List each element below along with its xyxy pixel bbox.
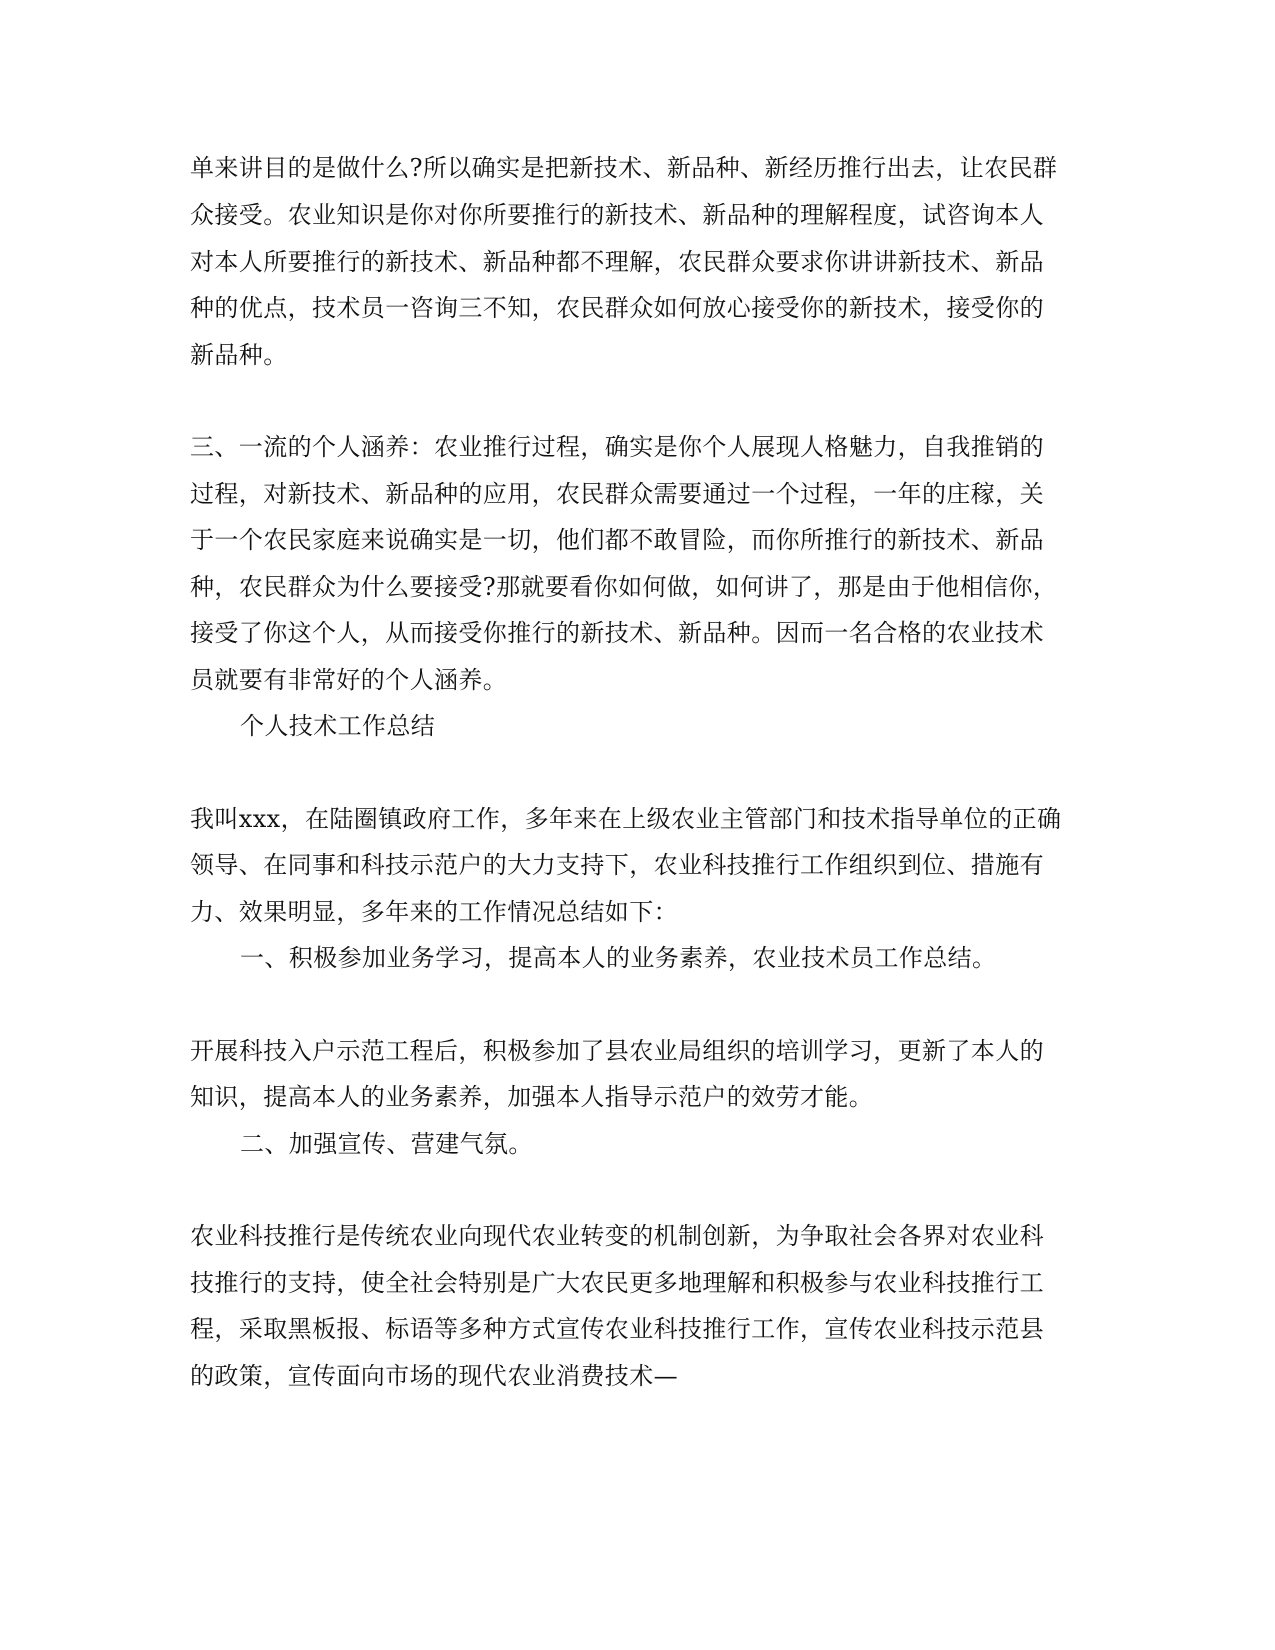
text-line: 程，采取黑板报、标语等多种方式宣传农业科技推行工作，宣传农业科技示范县: [190, 1315, 1044, 1343]
text-line: 技推行的支持，使全社会特别是广大农民更多地理解和积极参与农业科技推行工: [190, 1269, 1044, 1297]
text-line: 力、效果明显，多年来的工作情况总结如下：: [190, 898, 678, 926]
text-line: 过程，对新技术、新品种的应用，农民群众需要通过一个过程，一年的庄稼，关: [190, 480, 1044, 508]
text-line: 众接受。农业知识是你对你所要推行的新技术、新品种的理解程度，试咨询本人: [190, 201, 1044, 229]
section-heading: 一、积极参加业务学习，提高本人的业务素养，农业技术员工作总结。: [240, 944, 997, 972]
text-line: 知识，提高本人的业务素养，加强本人指导示范户的效劳才能。: [190, 1083, 874, 1111]
text-line: 对本人所要推行的新技术、新品种都不理解，农民群众要求你讲讲新技术、新品: [190, 248, 1044, 276]
text-line: 领导、在同事和科技示范户的大力支持下，农业科技推行工作组织到位、措施有: [190, 851, 1044, 879]
section-heading: 个人技术工作总结: [240, 712, 436, 740]
text-line: 接受了你这个人，从而接受你推行的新技术、新品种。因而一名合格的农业技术: [190, 619, 1044, 647]
text-line: 开展科技入户示范工程后，积极参加了县农业局组织的培训学习，更新了本人的: [190, 1037, 1044, 1065]
text-line: 单来讲目的是做什么?所以确实是把新技术、新品种、新经历推行出去，让农民群: [190, 154, 1058, 182]
text-line: 员就要有非常好的个人涵养。: [190, 666, 508, 694]
text-line: 种，农民群众为什么要接受?那就要看你如何做，如何讲了，那是由于他相信你，: [190, 573, 1058, 601]
text-line: 农业科技推行是传统农业向现代农业转变的机制创新，为争取社会各界对农业科: [190, 1222, 1044, 1250]
text-line: 新品种。: [190, 341, 288, 369]
section-heading: 二、加强宣传、营建气氛。: [240, 1130, 533, 1158]
text-line: 三、一流的个人涵养：农业推行过程，确实是你个人展现人格魅力，自我推销的: [190, 433, 1044, 461]
text-line: 种的优点，技术员一咨询三不知，农民群众如何放心接受你的新技术，接受你的: [190, 294, 1044, 322]
text-line: 的政策，宣传面向市场的现代农业消费技术—: [190, 1362, 678, 1390]
text-line: 我叫xxx，在陆圈镇政府工作，多年来在上级农业主管部门和技术指导单位的正确: [190, 805, 1062, 833]
text-line: 于一个农民家庭来说确实是一切，他们都不敢冒险，而你所推行的新技术、新品: [190, 526, 1044, 554]
